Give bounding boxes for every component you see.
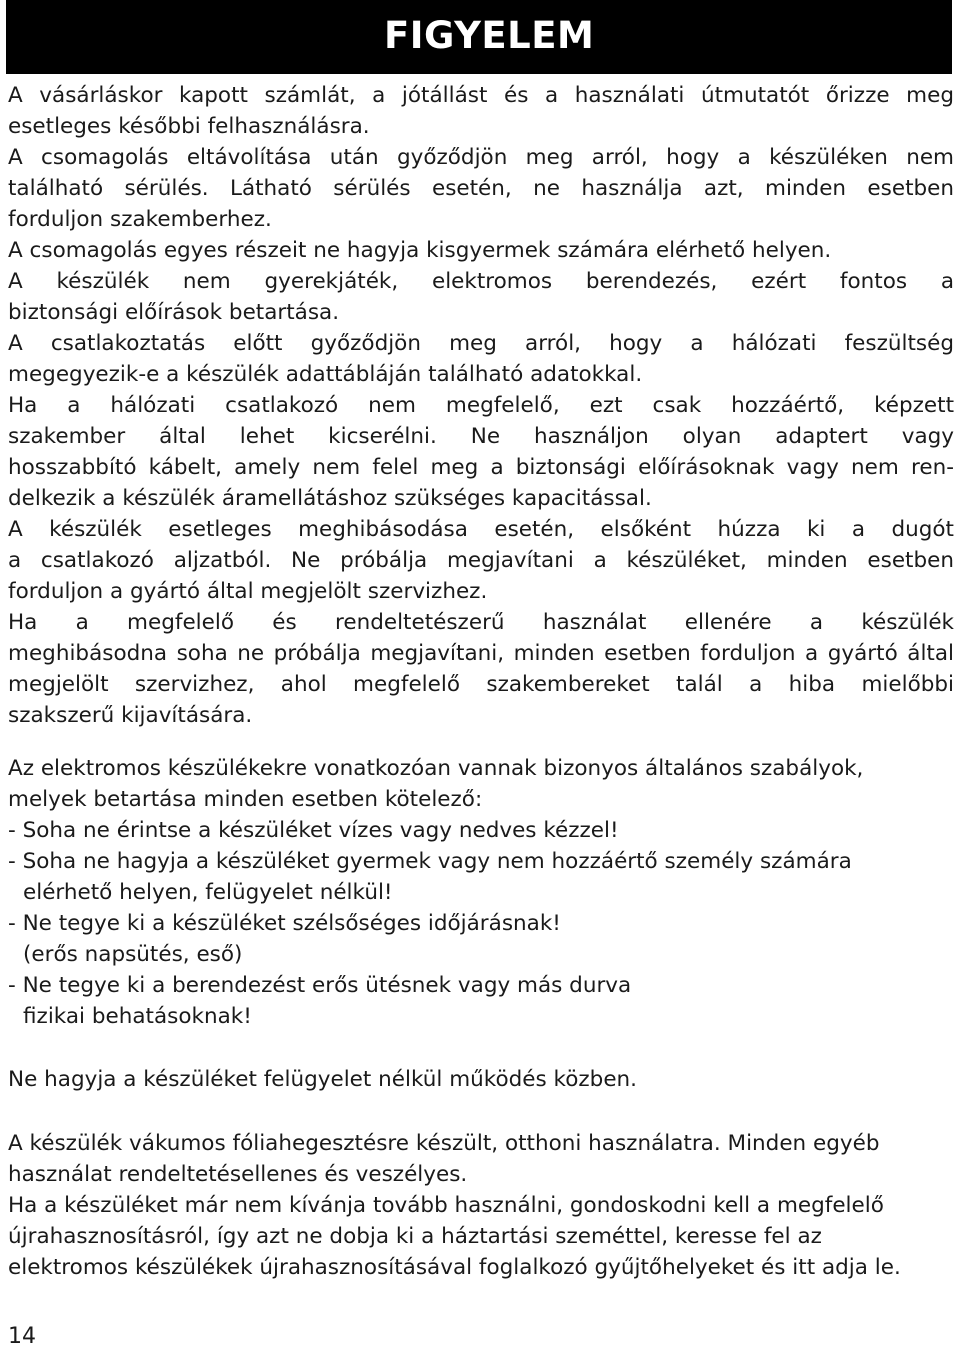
- text-line: a csatlakozó aljzatból. Ne próbálja megjavítani a készüléket, minden esetben: [8, 548, 954, 573]
- rule-item: - Ne tegye ki a készüléket szélsőséges időjárásnak!: [8, 911, 561, 936]
- supervision-note: Ne hagyja a készüléket felügyelet nélkül működés közben.: [8, 1067, 638, 1092]
- text-line: A készülék esetleges meghibásodása esetén, elsőként húzza ki a dugót: [8, 517, 954, 542]
- text-line: szakszerű kijavítására.: [8, 703, 253, 728]
- header-bar: [6, 0, 952, 74]
- rule-item: fizikai behatásoknak!: [23, 1004, 252, 1029]
- text-line: forduljon szakemberhez.: [8, 207, 272, 232]
- text-line: Ha a készüléket már nem kívánja tovább használni, gondoskodni kell a megfelelő: [8, 1193, 884, 1218]
- rule-item: - Soha ne érintse a készüléket vízes vagy nedves kézzel!: [8, 818, 619, 843]
- text-line: megegyezik-e a készülék adattábláján található adatokkal.: [8, 362, 643, 387]
- text-line: található sérülés. Látható sérülés esetén, ne használja azt, minden esetben: [8, 176, 954, 201]
- rules-intro: Az elektromos készülékekre vonatkozóan vannak bizonyos általános szabályok,: [8, 756, 864, 781]
- page-number: 14: [8, 1324, 36, 1349]
- text-line: szakember által lehet kicserélni. Ne használjon olyan adaptert vagy: [8, 424, 954, 449]
- text-line: esetleges későbbi felhasználásra.: [8, 114, 370, 139]
- text-line: delkezik a készülék áramellátáshoz szükséges kapacitással.: [8, 486, 652, 511]
- text-line: A vásárláskor kapott számlát, a jótállást és a használati útmutatót őrizze meg: [8, 83, 954, 108]
- rule-item: - Soha ne hagyja a készüléket gyermek vagy nem hozzáértő személy számára: [8, 849, 852, 874]
- text-line: meghibásodna soha ne próbálja megjavítani, minden esetben forduljon a gyártó által: [8, 641, 954, 666]
- text-line: forduljon a gyártó által megjelölt szervizhez.: [8, 579, 488, 604]
- text-line: újrahasznosításról, így azt ne dobja ki a háztartási szeméttel, keresse fel az: [8, 1224, 822, 1249]
- rules-section: [8, 753, 954, 1032]
- page-title: FIGYELEM: [384, 14, 595, 57]
- warning-section: [8, 80, 954, 731]
- text-line: hosszabbító kábelt, amely nem felel meg a biztonsági előírásoknak vagy nem ren-: [8, 455, 954, 480]
- rule-item: (erős napsütés, eső): [23, 942, 243, 967]
- document-body: [8, 80, 954, 1283]
- text-line: megjelölt szervizhez, ahol megfelelő szakembereket talál a hiba mielőbbi: [8, 672, 954, 697]
- rules-intro: melyek betartása minden esetben kötelező:: [8, 787, 483, 812]
- text-line: A készülék vákumos fóliahegesztésre készült, otthoni használatra. Minden egyéb: [8, 1131, 880, 1156]
- text-line: Ha a megfelelő és rendeltetészerű használat ellenére a készülék: [8, 610, 954, 635]
- text-line: A csatlakoztatás előtt győződjön meg arról, hogy a hálózati feszültség: [8, 331, 954, 356]
- text-line: A csomagolás eltávolítása után győződjön meg arról, hogy a készüléken nem: [8, 145, 954, 170]
- text-line: elektromos készülékek újrahasznosításával foglalkozó gyűjtőhelyeket és itt adja le.: [8, 1255, 901, 1280]
- rule-item: elérhető helyen, felügyelet nélkül!: [23, 880, 393, 905]
- text-line: biztonsági előírások betartása.: [8, 300, 340, 325]
- text-line: A készülék nem gyerekjáték, elektromos berendezés, ezért fontos a: [8, 269, 954, 294]
- text-line: használat rendeltetésellenes és veszélyes.: [8, 1162, 468, 1187]
- usage-section: [8, 1128, 954, 1283]
- text-line: Ha a hálózati csatlakozó nem megfelelő, ezt csak hozzáértő, képzett: [8, 393, 954, 418]
- rule-item: - Ne tegye ki a berendezést erős ütésnek vagy más durva: [8, 973, 632, 998]
- text-line: A csomagolás egyes részeit ne hagyja kisgyermek számára elérhető helyen.: [8, 238, 832, 263]
